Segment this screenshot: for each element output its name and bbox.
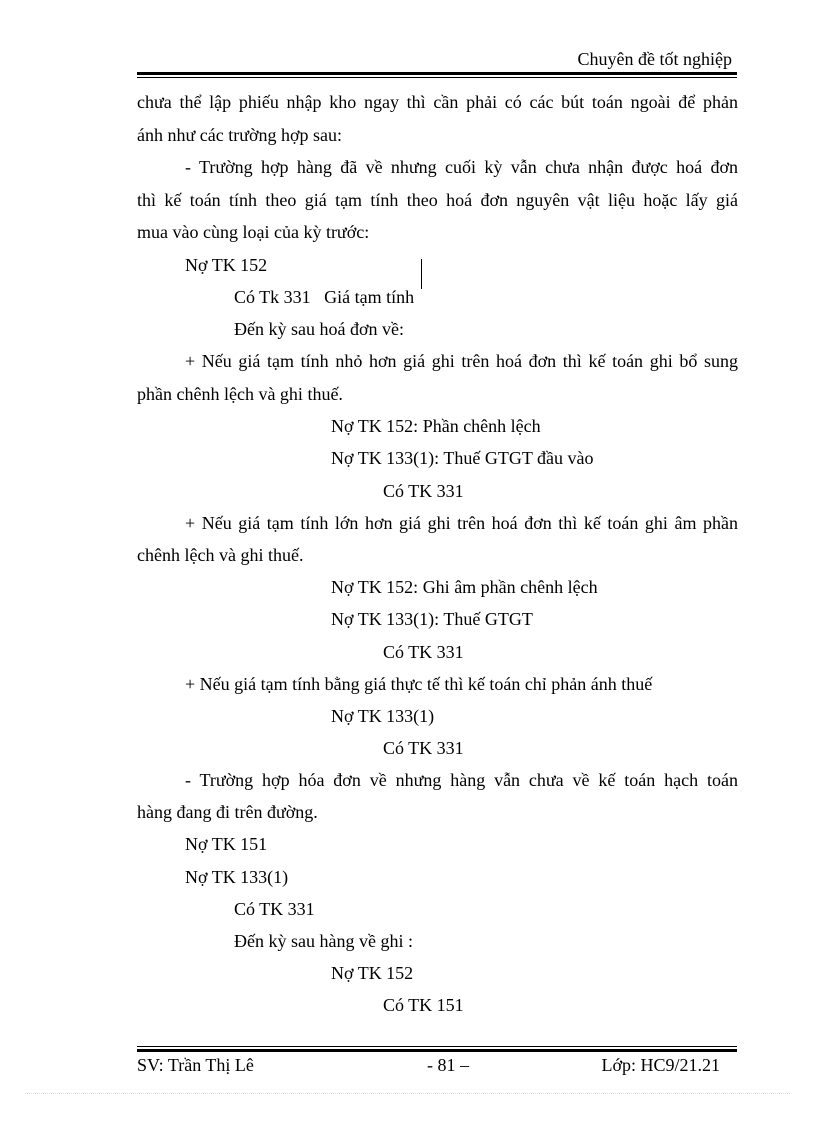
body-line-27: Đến kỳ sau hàng về ghi : [234, 931, 413, 951]
entry-line-7: Có Tk 331 Giá tạm tính [234, 287, 415, 307]
body-line-8: Đến kỳ sau hoá đơn về: [234, 319, 404, 339]
body-line-9: + Nếu giá tạm tính nhỏ hơn giá ghi trên hoá đơn thì kế toán ghi bổ sung [185, 351, 738, 371]
entry-line-25: Nợ TK 133(1) [185, 867, 289, 887]
footer-page-number: - 81 – [427, 1055, 469, 1075]
entry-line-17: Nợ TK 133(1): Thuế GTGT [331, 609, 533, 629]
header-rule-thick [137, 72, 737, 75]
entry-line-18: Có TK 331 [383, 642, 464, 662]
entry-line-20: Nợ TK 133(1) [331, 706, 435, 726]
body-line-22: - Trường hợp hóa đơn về nhưng hàng vẫn chưa về kế toán hạch toán [185, 770, 738, 790]
body-line-5: mua vào cùng loại của kỳ trước: [137, 222, 370, 242]
entry-line-26: Có TK 331 [234, 899, 315, 919]
body-line-15: chênh lệch và ghi thuế. [137, 545, 304, 565]
entry-line-21: Có TK 331 [383, 738, 464, 758]
footer-student-name: SV: Trần Thị Lê [137, 1055, 254, 1075]
entry-line-24: Nợ TK 151 [185, 834, 268, 854]
footer-class-code: Lớp: HC9/21.21 [601, 1055, 720, 1075]
body-line-4: thì kế toán tính theo giá tạm tính theo hoá đơn nguyên vật liệu hoặc lấy giá [137, 190, 738, 210]
body-line-3: - Trường hợp hàng đã về nhưng cuối kỳ vẫn chưa nhận được hoá đơn [185, 157, 738, 177]
header-rule-thin [137, 77, 737, 78]
entry-line-11: Nợ TK 152: Phần chênh lệch [331, 416, 541, 436]
entry-line-13: Có TK 331 [383, 481, 464, 501]
body-line-23: hàng đang đi trên đường. [137, 802, 318, 822]
body-line-2: ánh như các trường hợp sau: [137, 125, 342, 145]
page-edge-divider [25, 1093, 790, 1094]
footer-rule-thin [137, 1046, 737, 1047]
entry-line-28: Nợ TK 152 [331, 963, 414, 983]
header-title: Chuyên đề tốt nghiệp [577, 49, 732, 69]
entry-line-29: Có TK 151 [383, 995, 464, 1015]
entry-line-16: Nợ TK 152: Ghi âm phần chênh lệch [331, 577, 598, 597]
text-cursor [421, 259, 422, 289]
body-line-10: phần chênh lệch và ghi thuế. [137, 384, 343, 404]
body-line-14: + Nếu giá tạm tính lớn hơn giá ghi trên hoá đơn thì kế toán ghi âm phần [185, 513, 738, 533]
footer-rule-thick [137, 1049, 737, 1052]
entry-line-6: Nợ TK 152 [185, 255, 268, 275]
body-line-1: chưa thể lập phiếu nhập kho ngay thì cần phải có các bút toán ngoài để phản [137, 92, 738, 112]
entry-line-12: Nợ TK 133(1): Thuế GTGT đầu vào [331, 448, 594, 468]
body-line-19: + Nếu giá tạm tính bằng giá thực tế thì kế toán chỉ phản ánh thuế [185, 674, 653, 694]
